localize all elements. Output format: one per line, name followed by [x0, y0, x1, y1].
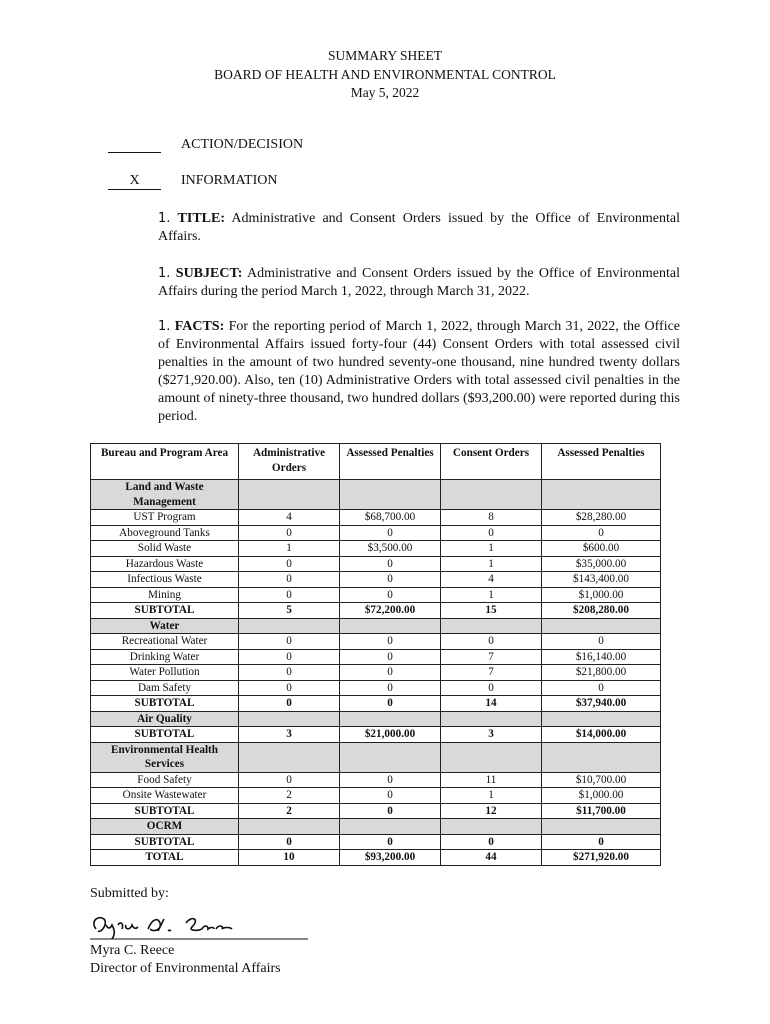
information-mark: X [108, 174, 161, 190]
value-cell [542, 711, 661, 727]
value-cell [239, 480, 340, 510]
row-label-cell: Food Safety [91, 772, 239, 788]
table-row-data [91, 541, 661, 557]
signature-image [88, 911, 310, 941]
row-label-cell: Environmental Health Services [91, 742, 239, 772]
value-cell: 1 [441, 556, 542, 572]
table-row-total [91, 850, 661, 866]
row-label-cell: Land and Waste Management [91, 480, 239, 510]
row-label-cell: Water [91, 618, 239, 634]
value-cell: 7 [441, 649, 542, 665]
value-cell: 0 [441, 525, 542, 541]
row-label-cell: SUBTOTAL [91, 803, 239, 819]
row-label-cell: Onsite Wastewater [91, 788, 239, 804]
value-cell: 0 [239, 587, 340, 603]
value-cell: 0 [340, 525, 441, 541]
value-cell: 0 [239, 696, 340, 712]
value-cell [542, 819, 661, 835]
value-cell: $37,940.00 [542, 696, 661, 712]
row-label-cell: Drinking Water [91, 649, 239, 665]
value-cell [340, 618, 441, 634]
row-label-cell: Recreational Water [91, 634, 239, 650]
row-label-cell: SUBTOTAL [91, 603, 239, 619]
value-cell: 0 [542, 634, 661, 650]
value-cell [340, 742, 441, 772]
table-row-data [91, 510, 661, 526]
value-cell: 0 [340, 772, 441, 788]
value-cell: 4 [441, 572, 542, 588]
table-row-data [91, 649, 661, 665]
value-cell [441, 711, 542, 727]
row-label-cell: Aboveground Tanks [91, 525, 239, 541]
value-cell: 1 [441, 788, 542, 804]
value-cell: 0 [542, 834, 661, 850]
row-label-cell: Hazardous Waste [91, 556, 239, 572]
table-row-section [91, 618, 661, 634]
facts-label: FACTS: [174, 319, 225, 334]
value-cell: $21,000.00 [340, 727, 441, 743]
value-cell: 0 [542, 680, 661, 696]
value-cell: 0 [340, 556, 441, 572]
value-cell: $3,500.00 [340, 541, 441, 557]
value-cell: 7 [441, 665, 542, 681]
header-consent-orders: Consent Orders [441, 444, 542, 480]
value-cell: 0 [239, 525, 340, 541]
table-row-data [91, 788, 661, 804]
value-cell: 0 [239, 572, 340, 588]
value-cell: 0 [441, 634, 542, 650]
header-board-name: BOARD OF HEALTH AND ENVIRONMENTAL CONTROL [214, 66, 556, 82]
information-row [108, 173, 278, 190]
row-label-cell: OCRM [91, 819, 239, 835]
value-cell: 3 [239, 727, 340, 743]
value-cell: 0 [340, 788, 441, 804]
signer-position: Director of Environmental Affairs [90, 961, 281, 976]
table-row-data [91, 587, 661, 603]
table-row-data [91, 634, 661, 650]
value-cell: 1 [441, 587, 542, 603]
signer-block [90, 942, 281, 978]
title-number: 1. [158, 211, 171, 226]
facts-text: For the reporting period of March 1, 2022, through March 31, 2022, the Office of Environmental Affairs issued forty-four (44) Consent Orders with total assessed civil penalties in the amount of two hundred seventy-one thousand, nine hundred twenty dollars ($271,920.00). Also, ten (10) Administrative Orders with total assessed civil penalties in the amount of ninety-three thousand, two hundred dollars ($93,200.00) were reported during this period. [158, 319, 681, 424]
value-cell [542, 742, 661, 772]
orders-summary-table [90, 443, 661, 866]
header-summary-sheet: SUMMARY SHEET [328, 48, 442, 63]
value-cell: $143,400.00 [542, 572, 661, 588]
value-cell: 0 [340, 696, 441, 712]
table-row-data [91, 665, 661, 681]
value-cell: $1,000.00 [542, 587, 661, 603]
value-cell: 0 [340, 572, 441, 588]
value-cell: 12 [441, 803, 542, 819]
row-label-cell: SUBTOTAL [91, 696, 239, 712]
value-cell: 0 [340, 834, 441, 850]
value-cell: 0 [239, 634, 340, 650]
value-cell: 0 [340, 803, 441, 819]
header-date: May 5, 2022 [350, 85, 420, 100]
value-cell: 0 [239, 772, 340, 788]
table-row-data [91, 556, 661, 572]
subject-number: 1. [158, 266, 171, 281]
value-cell: 0 [340, 587, 441, 603]
header-admin-penalties: Assessed Penalties [340, 444, 441, 480]
value-cell: 0 [340, 649, 441, 665]
value-cell: 2 [239, 788, 340, 804]
row-label-cell: Infectious Waste [91, 572, 239, 588]
table-row-subtotal [91, 803, 661, 819]
value-cell: 4 [239, 510, 340, 526]
row-label-cell: Solid Waste [91, 541, 239, 557]
value-cell: 15 [441, 603, 542, 619]
action-decision-mark [108, 137, 161, 153]
value-cell: 0 [239, 680, 340, 696]
value-cell: $208,280.00 [542, 603, 661, 619]
table-row-subtotal [91, 603, 661, 619]
header-bureau: Bureau and Program Area [91, 444, 239, 480]
information-label: INFORMATION [181, 173, 278, 188]
facts-paragraph [158, 318, 680, 426]
value-cell: $93,200.00 [340, 850, 441, 866]
value-cell [239, 819, 340, 835]
subject-paragraph [158, 265, 680, 301]
row-label-cell: SUBTOTAL [91, 727, 239, 743]
row-label-cell: UST Program [91, 510, 239, 526]
value-cell [441, 742, 542, 772]
row-label-cell: Air Quality [91, 711, 239, 727]
value-cell [340, 480, 441, 510]
value-cell [239, 742, 340, 772]
header-admin-orders: Administrative Orders [239, 444, 340, 480]
subject-label: SUBJECT: [175, 266, 243, 281]
value-cell [441, 480, 542, 510]
value-cell: 0 [239, 649, 340, 665]
table-row-data [91, 572, 661, 588]
table-row-section [91, 819, 661, 835]
title-paragraph [158, 210, 680, 246]
table-row-data [91, 525, 661, 541]
document-header [0, 47, 770, 103]
header-consent-penalties: Assessed Penalties [542, 444, 661, 480]
table-row-subtotal [91, 696, 661, 712]
table-row-data [91, 772, 661, 788]
table-row-section [91, 742, 661, 772]
value-cell: 8 [441, 510, 542, 526]
table-row-section [91, 711, 661, 727]
value-cell: 11 [441, 772, 542, 788]
value-cell: $10,700.00 [542, 772, 661, 788]
action-decision-row [108, 137, 304, 158]
value-cell [441, 819, 542, 835]
value-cell [441, 618, 542, 634]
value-cell [239, 618, 340, 634]
value-cell: $14,000.00 [542, 727, 661, 743]
value-cell: 0 [542, 525, 661, 541]
value-cell: $600.00 [542, 541, 661, 557]
action-decision-label: ACTION/DECISION [181, 137, 304, 152]
table-header-row [91, 444, 661, 480]
value-cell: $1,000.00 [542, 788, 661, 804]
row-label-cell: SUBTOTAL [91, 834, 239, 850]
value-cell: $35,000.00 [542, 556, 661, 572]
value-cell: $68,700.00 [340, 510, 441, 526]
value-cell: 2 [239, 803, 340, 819]
table-row-section [91, 480, 661, 510]
value-cell [340, 711, 441, 727]
subject-text: Administrative and Consent Orders issued by the Office of Environmental Affairs during the period March 1, 2022, through March 31, 2022. [158, 266, 681, 299]
row-label-cell: Mining [91, 587, 239, 603]
value-cell: 0 [340, 665, 441, 681]
value-cell: 0 [441, 680, 542, 696]
value-cell [542, 480, 661, 510]
value-cell: 0 [239, 665, 340, 681]
table-body [91, 480, 661, 866]
value-cell [340, 819, 441, 835]
submitted-by-label: Submitted by: [90, 886, 169, 901]
table-row-data [91, 680, 661, 696]
value-cell: 5 [239, 603, 340, 619]
value-cell: 0 [340, 680, 441, 696]
value-cell: 1 [239, 541, 340, 557]
row-label-cell: TOTAL [91, 850, 239, 866]
title-text: Administrative and Consent Orders issued by the Office of Environmental Affairs. [158, 211, 681, 244]
value-cell: $11,700.00 [542, 803, 661, 819]
value-cell: 1 [441, 541, 542, 557]
value-cell: 10 [239, 850, 340, 866]
value-cell: $28,280.00 [542, 510, 661, 526]
value-cell [542, 618, 661, 634]
row-label-cell: Dam Safety [91, 680, 239, 696]
table-row-subtotal [91, 834, 661, 850]
title-label: TITLE: [177, 211, 225, 226]
value-cell: $21,800.00 [542, 665, 661, 681]
value-cell: 0 [239, 556, 340, 572]
value-cell: $16,140.00 [542, 649, 661, 665]
facts-number: 1. [158, 319, 171, 334]
signer-name: Myra C. Reece [90, 943, 175, 958]
value-cell: 44 [441, 850, 542, 866]
value-cell: 3 [441, 727, 542, 743]
table-row-subtotal [91, 727, 661, 743]
value-cell: $72,200.00 [340, 603, 441, 619]
value-cell [239, 711, 340, 727]
value-cell: 0 [239, 834, 340, 850]
value-cell: 0 [340, 634, 441, 650]
value-cell: 14 [441, 696, 542, 712]
value-cell: $271,920.00 [542, 850, 661, 866]
value-cell: 0 [441, 834, 542, 850]
row-label-cell: Water Pollution [91, 665, 239, 681]
